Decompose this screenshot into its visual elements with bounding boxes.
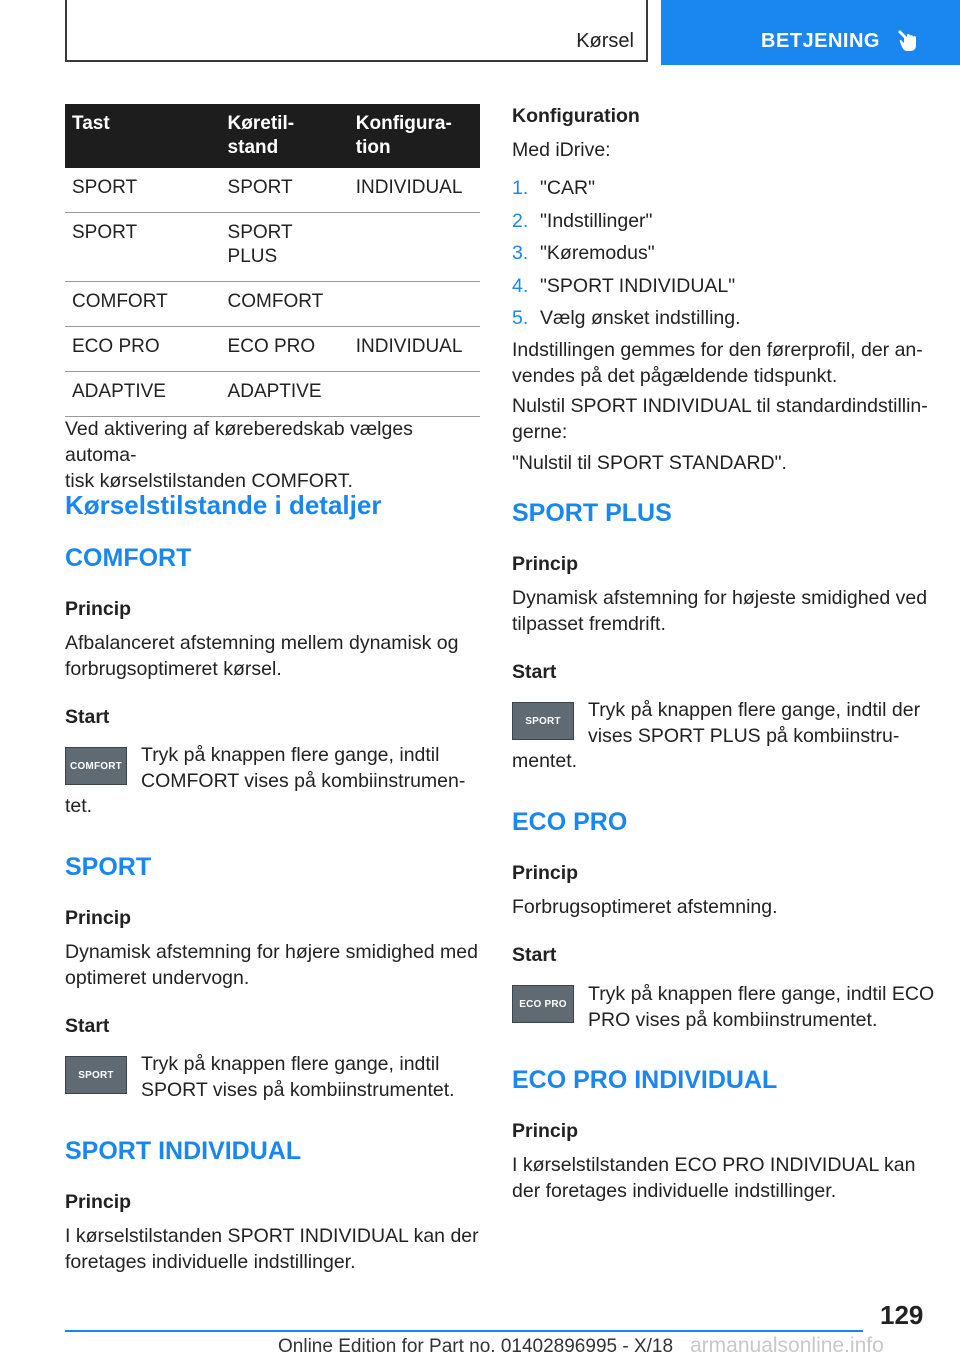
sport-heading: SPORT	[65, 853, 152, 881]
list-item: 2. "Indstillinger"	[512, 209, 653, 232]
comfort-start-line: COMFORT vises på kombiinstrumen-	[141, 770, 466, 792]
eco-pro-start-line: Tryk på knappen flere gange, indtil ECO	[588, 983, 935, 1005]
table-header-cell: Tast	[65, 104, 221, 168]
pointing-hand-icon	[894, 26, 922, 54]
footer-edition-text: Online Edition for Part no. 01402896995 - X/18	[278, 1336, 674, 1357]
sport-principle-text: Dynamisk afstemning for højere smidighed med optimeret undervogn.	[65, 941, 478, 989]
sport-individual-heading: SPORT INDIVIDUAL	[65, 1137, 302, 1165]
sport-plus-principle-text: Dynamisk afstemning for højeste smidighed ved tilpasset fremdrift.	[512, 587, 928, 635]
table-cell	[349, 372, 480, 417]
sport-individual-principle-label: Princip	[65, 1191, 132, 1213]
table-cell: ECO PRO	[65, 327, 221, 372]
table-row	[65, 282, 480, 327]
eco-pro-principle-text: Forbrugsoptimeret afstemning.	[512, 896, 778, 918]
comfort-heading: COMFORT	[65, 544, 192, 572]
watermark-text: armanualsonline.info	[690, 1334, 884, 1357]
table-cell: SPORT	[65, 213, 221, 282]
header-section-box	[65, 0, 648, 62]
sport-principle-label: Princip	[65, 907, 132, 929]
sport-start-label: Start	[65, 1015, 110, 1037]
table-cell: ADAPTIVE	[65, 372, 221, 417]
section-heading: Kørselstilstande i detaljer	[65, 490, 382, 520]
eco-pro-individual-heading: ECO PRO INDIVIDUAL	[512, 1066, 778, 1094]
comfort-principle-label: Princip	[65, 598, 132, 620]
table-header-row	[65, 104, 480, 168]
header-chapter-label: BETJENING	[761, 30, 880, 52]
table-row	[65, 372, 480, 417]
config-intro: Med iDrive:	[512, 139, 611, 161]
drive-mode-table	[65, 104, 480, 417]
sport-plus-start-line: Tryk på knappen flere gange, indtil der	[588, 699, 921, 721]
config-note: Nulstil SPORT INDIVIDUAL til standardindstillin- gerne:	[512, 395, 928, 443]
table-cell	[349, 213, 480, 282]
config-note: "Nulstil til SPORT STANDARD".	[512, 452, 787, 474]
table-header-cell: Køretil- stand	[221, 104, 349, 168]
footer-divider	[65, 1330, 863, 1332]
table-cell	[349, 282, 480, 327]
table-row	[65, 213, 480, 282]
comfort-start-label: Start	[65, 706, 110, 728]
header-section-label: Kørsel	[576, 30, 634, 52]
eco-pro-principle-label: Princip	[512, 862, 579, 884]
eco-pro-individual-principle-label: Princip	[512, 1120, 579, 1142]
comfort-start-line: tet.	[65, 795, 93, 817]
comfort-principle-text: Afbalanceret afstemning mellem dynamisk og forbrugsoptimeret kørsel.	[65, 632, 459, 680]
list-item: 4. "SPORT INDIVIDUAL"	[512, 274, 736, 297]
sport-plus-start-line: vises SPORT PLUS på kombiinstru-	[588, 725, 900, 747]
comfort-button-image: COMFORT	[65, 747, 127, 785]
eco-pro-start-label: Start	[512, 944, 557, 966]
config-note: Indstillingen gemmes for den førerprofil, der an- vendes på det pågældende tidspunkt.	[512, 339, 923, 387]
sport-button-image: SPORT	[65, 1056, 127, 1094]
sport-plus-start-line: mentet.	[512, 750, 578, 772]
sport-plus-start-label: Start	[512, 661, 557, 683]
sport-individual-principle-text: I kørselstilstanden SPORT INDIVIDUAL kan der foretages individuelle indstillinger.	[65, 1225, 479, 1273]
table-cell: COMFORT	[65, 282, 221, 327]
sport-start-line: SPORT vises på kombiinstrumentet.	[141, 1079, 455, 1101]
eco-pro-heading: ECO PRO	[512, 808, 628, 836]
table-cell: SPORT PLUS	[221, 213, 349, 282]
sport-plus-button-image: SPORT	[512, 702, 574, 740]
table-cell: INDIVIDUAL	[349, 327, 480, 372]
list-item: 5. Vælg ønsket indstilling.	[512, 307, 741, 329]
sport-plus-heading: SPORT PLUS	[512, 499, 672, 527]
comfort-start-line: Tryk på knappen flere gange, indtil	[141, 744, 440, 766]
table-cell: COMFORT	[221, 282, 349, 327]
table-cell: ADAPTIVE	[221, 372, 349, 417]
config-steps-list	[512, 175, 932, 338]
table-cell: SPORT	[221, 168, 349, 213]
eco-pro-individual-principle-text: I kørselstilstanden ECO PRO INDIVIDUAL kan der foretages individuelle indstillinger.	[512, 1154, 916, 1202]
table-cell: INDIVIDUAL	[349, 168, 480, 213]
table-header-cell: Konfigura- tion	[349, 104, 480, 168]
table-row	[65, 327, 480, 372]
header-chapter-tab	[661, 0, 960, 65]
eco-pro-start-line: PRO vises på kombiinstrumentet.	[588, 1009, 878, 1031]
list-item: 1. "CAR"	[512, 177, 596, 199]
intro-paragraph: Ved aktivering af køreberedskab vælges automa- tisk kørselstilstanden COMFORT.	[65, 418, 413, 492]
table-cell: ECO PRO	[221, 327, 349, 372]
eco-pro-button-image: ECO PRO	[512, 985, 574, 1023]
page-number: 129	[880, 1300, 924, 1330]
config-heading: Konfiguration	[512, 105, 640, 127]
sport-plus-principle-label: Princip	[512, 553, 579, 575]
table-row	[65, 168, 480, 213]
list-item: 3. "Køremodus"	[512, 242, 655, 264]
table-cell: SPORT	[65, 168, 221, 213]
sport-start-line: Tryk på knappen flere gange, indtil	[141, 1053, 440, 1075]
